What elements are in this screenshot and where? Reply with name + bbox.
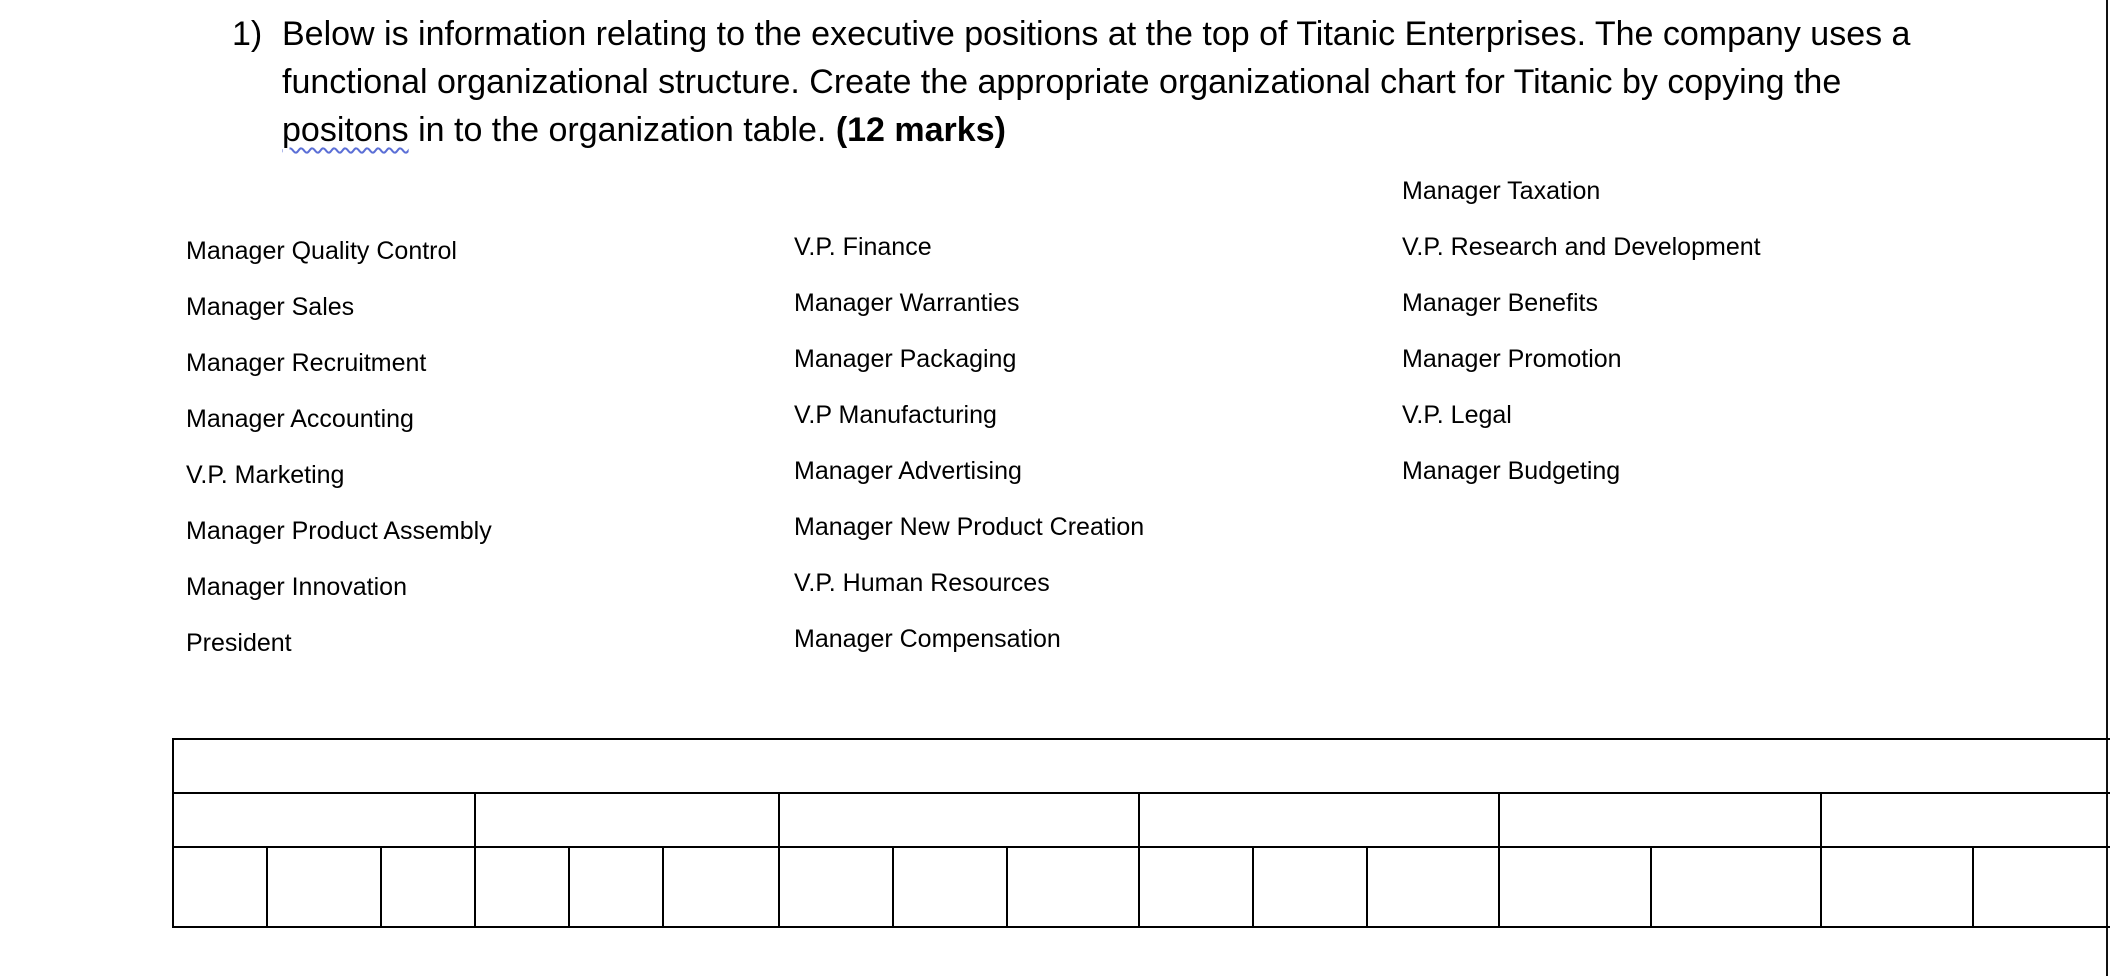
position-item: V.P. Research and Development bbox=[1402, 233, 1761, 261]
org-cell-manager[interactable] bbox=[1498, 846, 1652, 928]
org-cell-manager[interactable] bbox=[1820, 846, 1974, 928]
marks-label: (12 marks) bbox=[835, 111, 1006, 149]
position-item: V.P. Human Resources bbox=[794, 569, 1050, 597]
org-cell-manager[interactable] bbox=[1138, 846, 1254, 928]
position-item: Manager Taxation bbox=[1402, 177, 1601, 205]
question-text-part2: in to the organization table. bbox=[408, 111, 836, 149]
org-cell-manager[interactable] bbox=[1972, 846, 2110, 928]
org-cell-manager[interactable] bbox=[662, 846, 780, 928]
position-item: V.P. Finance bbox=[794, 233, 932, 261]
position-item: Manager Promotion bbox=[1402, 345, 1622, 373]
org-cell-manager[interactable] bbox=[1366, 846, 1500, 928]
org-cell-manager[interactable] bbox=[1650, 846, 1822, 928]
position-item: Manager Compensation bbox=[794, 625, 1061, 653]
position-item: Manager Recruitment bbox=[186, 349, 427, 377]
position-item: Manager Budgeting bbox=[1402, 457, 1621, 485]
org-cell-manager[interactable] bbox=[568, 846, 664, 928]
position-item: V.P Manufacturing bbox=[794, 401, 997, 429]
org-cell-vp[interactable] bbox=[172, 792, 476, 848]
position-item: Manager Innovation bbox=[186, 573, 407, 601]
org-cell-vp[interactable] bbox=[778, 792, 1140, 848]
org-cell-manager[interactable] bbox=[1252, 846, 1368, 928]
position-item: V.P. Marketing bbox=[186, 461, 345, 489]
org-cell-vp[interactable] bbox=[474, 792, 780, 848]
org-cell-manager[interactable] bbox=[474, 846, 570, 928]
question-text-part1: Below is information relating to the executive positions at the top of Titanic Enterprises. The company uses a functional organizational structure. Create the appropriate organizational chart for Titanic by copying the bbox=[282, 15, 1911, 101]
position-item: Manager Sales bbox=[186, 293, 355, 321]
position-item: V.P. Legal bbox=[1402, 401, 1512, 429]
org-cell-manager[interactable] bbox=[172, 846, 268, 928]
position-item: Manager Warranties bbox=[794, 289, 1020, 317]
position-item: Manager Packaging bbox=[794, 345, 1017, 373]
position-item: Manager Advertising bbox=[794, 457, 1022, 485]
org-cell-manager[interactable] bbox=[892, 846, 1008, 928]
position-item: Manager Accounting bbox=[186, 405, 414, 433]
question-text bbox=[282, 10, 1922, 154]
org-cell-vp[interactable] bbox=[1498, 792, 1822, 848]
position-item: Manager Quality Control bbox=[186, 237, 457, 265]
position-item: Manager Product Assembly bbox=[186, 517, 492, 545]
position-item: President bbox=[186, 629, 292, 657]
org-cell-vp[interactable] bbox=[1138, 792, 1500, 848]
organization-table bbox=[172, 738, 2110, 928]
position-item: Manager New Product Creation bbox=[794, 513, 1145, 541]
position-item: Manager Benefits bbox=[1402, 289, 1598, 317]
org-cell-manager[interactable] bbox=[380, 846, 476, 928]
question-number: 1) bbox=[232, 15, 263, 53]
misspelled-word[interactable]: positons bbox=[282, 111, 409, 149]
org-cell-manager[interactable] bbox=[266, 846, 382, 928]
org-cell-manager[interactable] bbox=[1006, 846, 1140, 928]
org-cell-vp[interactable] bbox=[1820, 792, 2110, 848]
org-cell-president[interactable] bbox=[172, 738, 2110, 794]
org-cell-manager[interactable] bbox=[778, 846, 894, 928]
